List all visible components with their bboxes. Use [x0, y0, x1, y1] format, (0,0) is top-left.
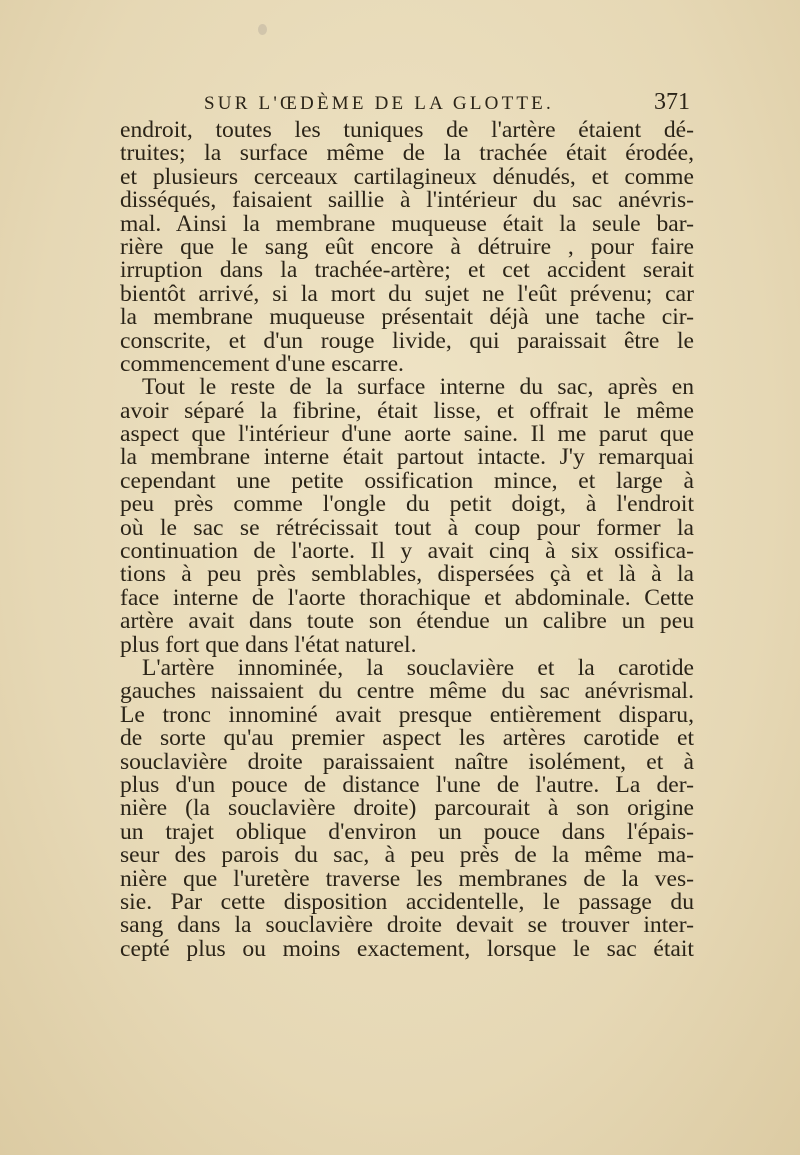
ink-spot: [258, 24, 267, 35]
text-line: sie. Par cette disposition accidentelle, le passage du: [120, 888, 694, 915]
text-line: rière que le sang eût encore à détruire , pour faire: [120, 233, 694, 260]
text-line: aspect que l'intérieur d'une aorte saine. Il me parut que: [120, 421, 694, 448]
text-line: de sorte qu'au premier aspect les artères carotide et: [120, 725, 694, 752]
text-line: souclavière droite paraissaient naître isolément, et à: [120, 748, 694, 775]
text-line: bientôt arrivé, si la mort du sujet ne l'eût prévenu; car: [120, 280, 694, 307]
paragraph: [120, 376, 694, 657]
running-title: SUR L'ŒDÈME DE LA GLOTTE.: [204, 93, 554, 114]
text-line: seur des parois du sac, à peu près de la même ma-: [120, 842, 694, 869]
page-number: 371: [654, 89, 690, 115]
text-line: artère avait dans toute son étendue un calibre un peu: [120, 608, 694, 635]
text-line: irruption dans la trachée-artère; et cet accident serait: [120, 257, 694, 284]
text-line: et plusieurs cerceaux cartilagineux dénudés, et comme: [120, 163, 694, 190]
text-line: cepté plus ou moins exactement, lorsque le sac était: [120, 935, 694, 962]
text-line: commencement d'une escarre.: [120, 350, 404, 377]
text-line: cependant une petite ossification mince, et large à: [120, 467, 694, 494]
paragraph: [120, 654, 694, 962]
text-line: disséqués, faisaient saillie à l'intérieur du sac anévris-: [120, 187, 694, 214]
text-line: tions à peu près semblables, dispersées çà et là à la: [120, 561, 694, 588]
text-line: gauches naissaient du centre même du sac anévrismal.: [120, 678, 694, 705]
text-line: L'artère innominée, la souclavière et la carotide: [142, 654, 694, 681]
text-line: la membrane interne était partout intacte. J'y remarquai: [120, 444, 694, 471]
text-line: conscrite, et d'un rouge livide, qui paraissait être le: [120, 327, 694, 354]
text-line: sang dans la souclavière droite devait se trouver inter-: [120, 912, 694, 939]
paragraph: [120, 119, 694, 376]
text-line: plus fort que dans l'état naturel.: [120, 631, 417, 658]
text-line: où le sac se rétrécissait tout à coup pour former la: [120, 514, 694, 541]
text-line: plus d'un pouce de distance l'une de l'autre. La der-: [120, 771, 694, 798]
text-line: continuation de l'aorte. Il y avait cinq à six ossifica-: [120, 538, 694, 565]
text-line: Le tronc innominé avait presque entièrement disparu,: [120, 701, 694, 728]
text-line: mal. Ainsi la membrane muqueuse était la seule bar-: [120, 210, 694, 237]
text-line: un trajet oblique d'environ un pouce dans l'épais-: [120, 818, 694, 845]
text-line: la membrane muqueuse présentait déjà une tache cir-: [120, 304, 694, 331]
text-line: Tout le reste de la surface interne du sac, après en: [142, 374, 694, 401]
text-line: avoir séparé la fibrine, était lisse, et offrait le même: [120, 397, 694, 424]
body-text: [120, 119, 694, 961]
text-line: face interne de l'aorte thorachique et abdominale. Cette: [120, 584, 694, 611]
text-line: nière que l'uretère traverse les membranes de la ves-: [120, 865, 694, 892]
text-line: peu près comme l'ongle du petit doigt, à l'endroit: [120, 491, 694, 518]
text-line: nière (la souclavière droite) parcourait à son origine: [120, 795, 694, 822]
text-line: truites; la surface même de la trachée était érodée,: [120, 140, 694, 167]
text-line: endroit, toutes les tuniques de l'artère étaient dé-: [120, 117, 694, 143]
